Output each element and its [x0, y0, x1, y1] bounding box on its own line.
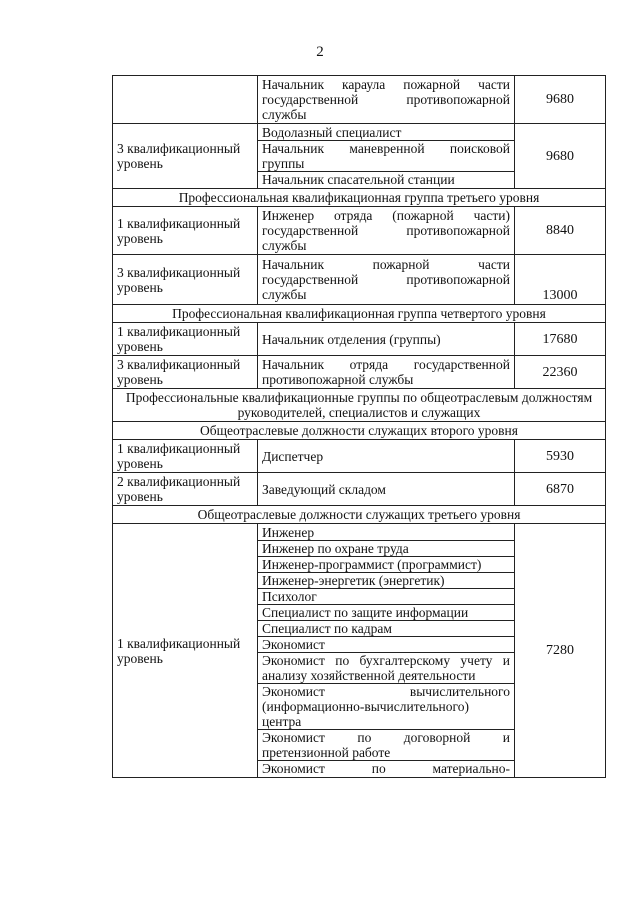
table-row [113, 356, 606, 389]
section-heading: Общеотраслевые должности служащих третьего уровня [113, 506, 606, 524]
position-item: Психолог [258, 589, 514, 605]
position-item: Экономист по материально- [262, 761, 510, 776]
section-row [113, 189, 606, 207]
position-cell: Диспетчер [258, 440, 515, 473]
table-row [113, 76, 606, 124]
position-cell: Начальник отряда государственной противопожарной службы [258, 356, 515, 389]
position-cell: Начальник караула пожарной части государственной противопожарной службы [258, 76, 515, 124]
table-row [113, 440, 606, 473]
position-item: Начальник спасательной станции [262, 172, 455, 187]
table-row [113, 473, 606, 506]
position-cell: Инженер отряда (пожарной части) государственной противопожарной службы [258, 207, 515, 255]
section-row [113, 422, 606, 440]
position-cell: Начальник отделения (группы) [258, 323, 515, 356]
level-cell [113, 76, 258, 124]
section-heading: Профессиональные квалификационные группы по общеотраслевым должностям руководителей, специалистов и служащих [113, 389, 606, 422]
position-cell: Начальник пожарной части государственной противопожарной службы [258, 255, 515, 305]
salary-table [112, 75, 606, 778]
level-cell: 3 квалификационный уровень [113, 124, 258, 189]
table-row [113, 524, 606, 778]
level-cell: 1 квалификационный уровень [113, 207, 258, 255]
position-item: Экономист по договорной и претензионной работе [258, 730, 514, 761]
position-item: Экономист вычислительного (информационно-вычислительного) центра [258, 684, 514, 730]
salary-cell: 9680 [515, 76, 606, 124]
section-row [113, 389, 606, 422]
position-item: Инженер-энергетик (энергетик) [258, 573, 514, 589]
position-cell: Заведующий складом [258, 473, 515, 506]
position-item: Экономист по бухгалтерскому учету и анализу хозяйственной деятельности [258, 653, 514, 684]
level-cell: 1 квалификационный уровень [113, 524, 258, 778]
salary-cell: 17680 [515, 323, 606, 356]
position-list [258, 524, 515, 778]
section-heading: Профессиональная квалификационная группа четвертого уровня [113, 305, 606, 323]
level-cell: 3 квалификационный уровень [113, 356, 258, 389]
position-item: Инженер-программист (программист) [258, 557, 514, 573]
section-heading: Профессиональная квалификационная группа третьего уровня [113, 189, 606, 207]
position-item: Начальник маневренной поисковой группы [258, 141, 514, 172]
salary-cell: 22360 [515, 356, 606, 389]
page-number: 2 [316, 44, 324, 60]
position-item: Экономист [258, 637, 514, 653]
table-row [113, 207, 606, 255]
salary-cell: 6870 [515, 473, 606, 506]
section-row [113, 506, 606, 524]
position-item: Специалист по кадрам [258, 621, 514, 637]
table-row [113, 255, 606, 305]
section-heading: Общеотраслевые должности служащих второго уровня [113, 422, 606, 440]
position-list [258, 124, 515, 189]
salary-cell: 8840 [515, 207, 606, 255]
position-item: Инженер [258, 525, 514, 541]
level-cell: 3 квалификационный уровень [113, 255, 258, 305]
position-item: Водолазный специалист [258, 125, 514, 141]
salary-cell: 5930 [515, 440, 606, 473]
salary-cell: 13000 [515, 255, 606, 305]
position-item: Специалист по защите информации [258, 605, 514, 621]
table-row [113, 323, 606, 356]
table-row [113, 124, 606, 189]
position-item: Инженер по охране труда [258, 541, 514, 557]
section-row [113, 305, 606, 323]
salary-cell: 7280 [515, 524, 606, 778]
salary-cell: 9680 [515, 124, 606, 189]
level-cell: 1 квалификационный уровень [113, 440, 258, 473]
level-cell: 1 квалификационный уровень [113, 323, 258, 356]
level-cell: 2 квалификационный уровень [113, 473, 258, 506]
